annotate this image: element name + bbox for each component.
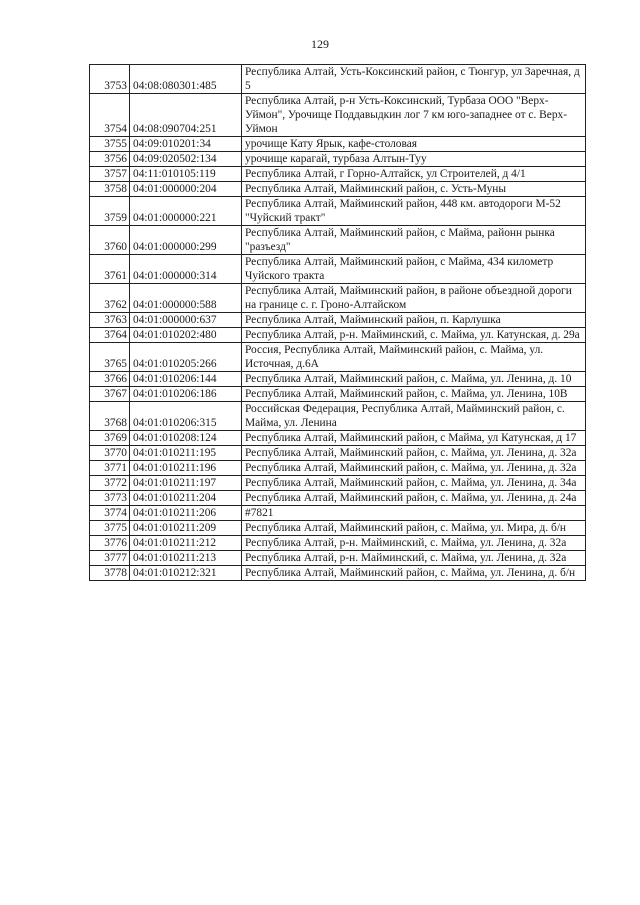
row-number: 3762 bbox=[90, 284, 130, 313]
table-row bbox=[90, 506, 586, 521]
row-number: 3775 bbox=[90, 521, 130, 536]
address: Российская Федерация, Республика Алтай, Майминский район, с. Майма, ул. Ленина bbox=[242, 402, 586, 431]
address: Республика Алтай, Майминский район, с. Майма, ул. Ленина, д. 10 bbox=[242, 372, 586, 387]
cadastral-number: 04:01:010211:209 bbox=[130, 521, 242, 536]
table-row bbox=[90, 402, 586, 431]
table-row bbox=[90, 343, 586, 372]
row-number: 3769 bbox=[90, 431, 130, 446]
table-row bbox=[90, 152, 586, 167]
cadastral-number: 04:01:010211:197 bbox=[130, 476, 242, 491]
table-row bbox=[90, 328, 586, 343]
cadastral-number: 04:01:010211:212 bbox=[130, 536, 242, 551]
cadastral-number: 04:01:010205:266 bbox=[130, 343, 242, 372]
table-body bbox=[90, 65, 586, 581]
cadastral-number: 04:01:000000:299 bbox=[130, 226, 242, 255]
table-row bbox=[90, 284, 586, 313]
row-number: 3773 bbox=[90, 491, 130, 506]
table-row bbox=[90, 65, 586, 94]
cadastral-number: 04:01:010212:321 bbox=[130, 566, 242, 581]
table-row bbox=[90, 551, 586, 566]
property-registry-table bbox=[89, 64, 586, 581]
row-number: 3757 bbox=[90, 167, 130, 182]
table-row bbox=[90, 431, 586, 446]
table-row bbox=[90, 313, 586, 328]
row-number: 3755 bbox=[90, 137, 130, 152]
row-number: 3771 bbox=[90, 461, 130, 476]
cadastral-number: 04:01:000000:221 bbox=[130, 197, 242, 226]
row-number: 3766 bbox=[90, 372, 130, 387]
address: Россия, Республика Алтай, Майминский район, с. Майма, ул. Источная, д.6А bbox=[242, 343, 586, 372]
address: Республика Алтай, р-н. Майминский, с. Майма, ул. Ленина, д. 32а bbox=[242, 551, 586, 566]
cadastral-number: 04:01:010211:204 bbox=[130, 491, 242, 506]
row-number: 3774 bbox=[90, 506, 130, 521]
cadastral-number: 04:01:010206:144 bbox=[130, 372, 242, 387]
row-number: 3776 bbox=[90, 536, 130, 551]
row-number: 3758 bbox=[90, 182, 130, 197]
row-number: 3763 bbox=[90, 313, 130, 328]
page-number: 129 bbox=[311, 37, 329, 51]
cadastral-number: 04:01:010206:186 bbox=[130, 387, 242, 402]
table-row bbox=[90, 521, 586, 536]
address: Республика Алтай, Майминский район, с. Майма, ул. Мира, д. б/н bbox=[242, 521, 586, 536]
table-row bbox=[90, 226, 586, 255]
cadastral-number: 04:11:010105:119 bbox=[130, 167, 242, 182]
address: Республика Алтай, Майминский район, 448 км. автодороги М-52 "Чуйский тракт" bbox=[242, 197, 586, 226]
address: Республика Алтай, Майминский район, с Майма, районн рынка "разъезд" bbox=[242, 226, 586, 255]
table-row bbox=[90, 255, 586, 284]
address: Республика Алтай, Майминский район, п. Карлушка bbox=[242, 313, 586, 328]
address: Республика Алтай, г Горно-Алтайск, ул Строителей, д 4/1 bbox=[242, 167, 586, 182]
table-row bbox=[90, 372, 586, 387]
cadastral-number: 04:09:020502:134 bbox=[130, 152, 242, 167]
address: Республика Алтай, Майминский район, с. Усть-Муны bbox=[242, 182, 586, 197]
address: Республика Алтай, Майминский район, с Майма, ул Катунская, д 17 bbox=[242, 431, 586, 446]
address: Республика Алтай, Майминский район, с. Майма, ул. Ленина, д. 24а bbox=[242, 491, 586, 506]
address: Республика Алтай, Усть-Коксинский район, с Тюнгур, ул Заречная, д 5 bbox=[242, 65, 586, 94]
row-number: 3765 bbox=[90, 343, 130, 372]
row-number: 3770 bbox=[90, 446, 130, 461]
address: Республика Алтай, Майминский район, с. Майма, ул. Ленина, д. 32а bbox=[242, 446, 586, 461]
table-row bbox=[90, 94, 586, 137]
cadastral-number: 04:01:000000:314 bbox=[130, 255, 242, 284]
address: #7821 bbox=[242, 506, 586, 521]
table-row bbox=[90, 491, 586, 506]
row-number: 3759 bbox=[90, 197, 130, 226]
row-number: 3764 bbox=[90, 328, 130, 343]
row-number: 3777 bbox=[90, 551, 130, 566]
table-row bbox=[90, 566, 586, 581]
cadastral-number: 04:01:010211:196 bbox=[130, 461, 242, 476]
address: Республика Алтай, р-н. Майминский, с. Майма, ул. Ленина, д. 32а bbox=[242, 536, 586, 551]
cadastral-number: 04:08:080301:485 bbox=[130, 65, 242, 94]
address: Республика Алтай, р-н. Майминский, с. Майма, ул. Катунская, д. 29а bbox=[242, 328, 586, 343]
row-number: 3761 bbox=[90, 255, 130, 284]
table-row bbox=[90, 476, 586, 491]
cadastral-number: 04:01:010206:315 bbox=[130, 402, 242, 431]
address: Республика Алтай, Майминский район, в районе объездной дороги на границе с. г. Гроно-Алтайском bbox=[242, 284, 586, 313]
row-number: 3760 bbox=[90, 226, 130, 255]
address: Республика Алтай, Майминский район, с. Майма, ул. Ленина, д. 32а bbox=[242, 461, 586, 476]
table-row bbox=[90, 137, 586, 152]
row-number: 3772 bbox=[90, 476, 130, 491]
cadastral-number: 04:08:090704:251 bbox=[130, 94, 242, 137]
address: урочище Кату Ярык, кафе-столовая bbox=[242, 137, 586, 152]
address: Республика Алтай, Майминский район, с Майма, 434 километр Чуйского тракта bbox=[242, 255, 586, 284]
row-number: 3778 bbox=[90, 566, 130, 581]
row-number: 3768 bbox=[90, 402, 130, 431]
table-row bbox=[90, 461, 586, 476]
table-row bbox=[90, 167, 586, 182]
cadastral-number: 04:01:010202:480 bbox=[130, 328, 242, 343]
row-number: 3756 bbox=[90, 152, 130, 167]
cadastral-number: 04:01:010208:124 bbox=[130, 431, 242, 446]
row-number: 3754 bbox=[90, 94, 130, 137]
address: Республика Алтай, р-н Усть-Коксинский, Турбаза ООО "Верх-Уймон", Урочище Поддавыдкин лог 7 км юго-западнее от с. Верх-Уймон bbox=[242, 94, 586, 137]
table-row bbox=[90, 387, 586, 402]
row-number: 3767 bbox=[90, 387, 130, 402]
table-row bbox=[90, 197, 586, 226]
address: Республика Алтай, Майминский район, с. Майма, ул. Ленина, 10В bbox=[242, 387, 586, 402]
table-row bbox=[90, 536, 586, 551]
cadastral-number: 04:01:000000:637 bbox=[130, 313, 242, 328]
cadastral-number: 04:01:010211:213 bbox=[130, 551, 242, 566]
address: Республика Алтай, Майминский район, с. Майма, ул. Ленина, д. б/н bbox=[242, 566, 586, 581]
cadastral-number: 04:01:000000:204 bbox=[130, 182, 242, 197]
table-row bbox=[90, 446, 586, 461]
address: урочище карагай, турбаза Алтын-Туу bbox=[242, 152, 586, 167]
cadastral-number: 04:01:010211:206 bbox=[130, 506, 242, 521]
cadastral-number: 04:09:010201:34 bbox=[130, 137, 242, 152]
cadastral-number: 04:01:010211:195 bbox=[130, 446, 242, 461]
cadastral-number: 04:01:000000:588 bbox=[130, 284, 242, 313]
table-row bbox=[90, 182, 586, 197]
address: Республика Алтай, Майминский район, с. Майма, ул. Ленина, д. 34а bbox=[242, 476, 586, 491]
row-number: 3753 bbox=[90, 65, 130, 94]
